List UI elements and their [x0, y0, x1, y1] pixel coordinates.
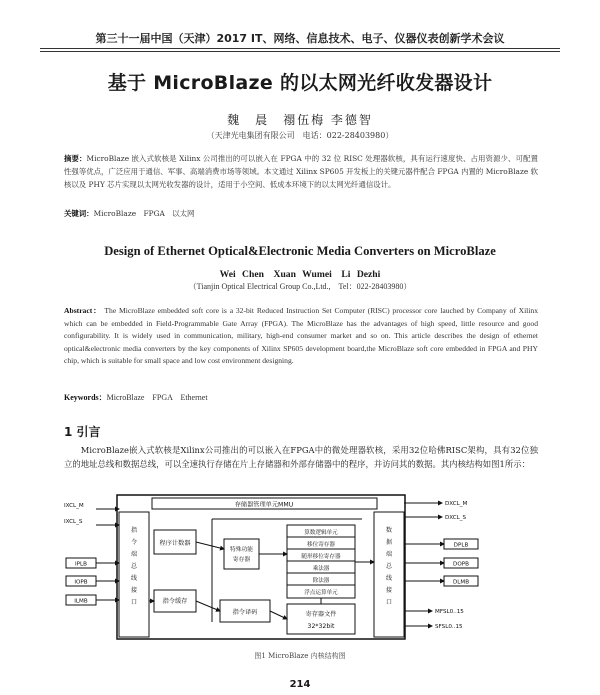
mmu-label: 存储器管理单元MMU — [234, 501, 294, 509]
port-iplb: IPLB — [75, 561, 87, 568]
pc-label: 程序计数器 — [159, 540, 191, 547]
abstract-en — [64, 305, 538, 368]
regfile-label-2: 32*32bit — [307, 623, 335, 630]
abstract-cn-label: 摘要： — [64, 154, 87, 163]
port-iopb: IOPB — [74, 579, 88, 586]
left-bus-label: 指令端总线接口 — [130, 527, 138, 606]
body-paragraph: MicroBlaze嵌入式软核是Xilinx公司推出的可以嵌入在FPGA中的微处理器软核，采用32位哈佛RISC架构，具有32位独立的地址总线和数据总线，可以全速执行存储在片上存储器和外部存储器中的程序，并访问其的数据。其内核结构如图1所示： — [64, 445, 538, 469]
page-number: 214 — [289, 679, 311, 690]
paper-title-en: Design of Ethernet Optical&Electronic Media Converters on MicroBlaze — [104, 244, 496, 258]
abstract-en-text: The MicroBlaze embedded soft core is a 32-bit Reduced Instruction Set Computer (RISC) processor core lauched by Company of Xilinx which can be embedded in Field-Programmable Gate Array (FPGA). The MicroBlaze has the advantages of high speed, little resource and good configurability. It is widely used in communication, military, high-end consumer market and so on. This article describes the design of ethernet optical&electronic media converters by the key components of Xilinx SP605 development board,the MicroBlaze soft core embedded in FPGA and PHY chip, which is suitable for small space and low cost environment designing. — [64, 306, 538, 366]
port-ixcl-s: IXCL_S — [64, 519, 83, 525]
port-ixcl-m: IXCL_M — [64, 503, 84, 509]
right-bus-label: 数据端总线接口 — [385, 527, 393, 606]
keywords-cn-label: 关键词： — [64, 209, 94, 218]
section-heading: 1 引言 — [64, 425, 101, 439]
abstract-cn-text: MicroBlaze 嵌入式软核是 Xilinx 公司推出的可以嵌入在 FPGA 中的 32 位 RISC 处理器软核，具有运行速度快、占用资源少、可配置性强等优点，广泛应用于通信、军事、高端消费市场等领域。本文通过 Xilinx SP605 开发板上的关键元器件配合 FPGA 内置的 MicroBlaze 软核以及 PHY 芯片实现以太网光收发器的设计，适用于小空间、低成本环境下的以太网光纤通信设计。 — [64, 154, 538, 189]
ibuf-label: 指令缓存 — [162, 598, 188, 605]
keywords-cn-text: MicroBlaze FPGA 以太网 — [93, 209, 195, 218]
core-boundary — [117, 495, 405, 639]
alu-unit-0: 算数逻辑单元 — [304, 530, 338, 536]
idecode-label: 指令译码 — [232, 609, 258, 616]
special-reg-label-1: 特殊功能 — [229, 547, 254, 553]
alu-unit-5: 浮点运算单元 — [304, 590, 338, 596]
alu-unit-2: 随形移位寄存器 — [301, 554, 341, 560]
port-dplb: DPLB — [453, 542, 469, 549]
port-ilmb: ILMB — [74, 598, 88, 605]
special-reg-label-2: 寄存器 — [232, 557, 251, 563]
microblaze-core-diagram — [62, 492, 542, 642]
paper-title-cn: 基于 MicroBlaze 的以太网光纤收发器设计 — [107, 72, 493, 94]
keywords-cn — [64, 208, 194, 219]
alu-unit-4: 除法器 — [312, 578, 330, 584]
figure-caption: 图1 MicroBlaze 内核结构图 — [254, 652, 346, 660]
running-header: 第三十一届中国（天津）2017 IT、网络、信息技术、电子、仪器仪表创新学术会议 — [95, 32, 505, 45]
abstract-cn — [64, 153, 538, 191]
authors-cn: 魏 晨 禤伍梅 李德智 — [227, 113, 373, 127]
regfile-label-1: 寄存器文件 — [305, 611, 337, 618]
authors-en: Wei Chen Xuan Wumei Li Dezhi — [219, 269, 381, 280]
port-dxcl-s: DXCL_S — [445, 515, 467, 521]
special-reg-box — [224, 539, 259, 569]
affiliation-en: （Tianjin Optical Electrical Group Co.,Ltd., Tel：022-28403980） — [188, 282, 412, 291]
alu-unit-1: 移位寄存器 — [307, 542, 335, 548]
header-rule-thin — [40, 51, 560, 52]
port-mfsl: MFSL0..15 — [435, 609, 464, 615]
abstract-en-label: Abstract： — [64, 306, 102, 315]
port-dopb: DOPB — [453, 561, 469, 568]
alu-unit-3: 乘法器 — [312, 566, 330, 572]
keywords-en — [64, 392, 208, 403]
affiliation-cn: （天津光电集团有限公司 电话：022-28403980） — [206, 131, 394, 140]
port-dxcl-m: DXCL_M — [445, 501, 468, 507]
port-sfsl: SFSL0..15 — [435, 624, 463, 630]
port-dlmb: DLMB — [452, 579, 470, 586]
keywords-en-label: Keywords： — [64, 393, 107, 402]
keywords-en-text: MicroBlaze FPGA Ethernet — [106, 393, 208, 402]
header-rule — [40, 48, 560, 49]
